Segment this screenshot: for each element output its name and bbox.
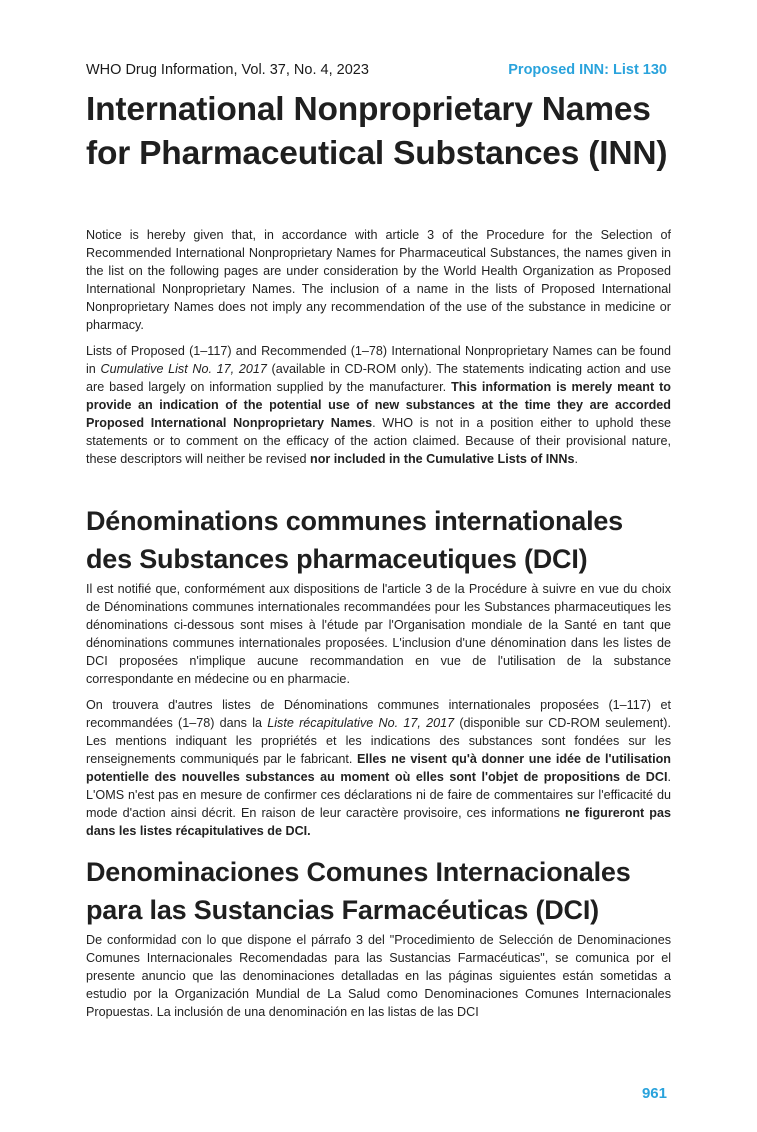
text-run: . WHO is not in a position either to uphold these statements or to comment on the efficacy of the action claimed. Because of their provisional nature, these descriptors will neither be revised <box>86 416 671 466</box>
text-run: On trouvera d'autres listes de Dénominations communes internationales proposées (1–117) et recommandées (1–78) dans la <box>86 698 671 730</box>
french-paragraph-1: Il est notifié que, conformément aux dispositions de l'article 3 de la Procédure à suivre en vue du choix de Dénominations communes internationales recommandées pour les Substances pharmaceutiques les dénominations ci-dessous sont mises à l'étude par l'Organisation mondiale de la Santé en tant que dénominations communes internationales proposées. L'inclusion d'une dénomination dans les listes de DCI proposées n'implique aucune recommandation en vue de l'utilisation de la substance correspondante en médecine ou en pharmacie. <box>86 582 671 686</box>
english-paragraph-2 <box>86 342 671 468</box>
emphasis-text: nor included in the Cumulative Lists of INNs <box>310 452 575 466</box>
text-run: . <box>574 452 578 466</box>
spanish-section <box>86 853 671 1021</box>
english-title: International Nonproprietary Names for Pharmaceutical Substances (INN) <box>86 91 668 172</box>
journal-citation: WHO Drug Information, Vol. 37, No. 4, 2023 <box>86 62 369 78</box>
spanish-paragraph-1: De conformidad con lo que dispone el párrafo 3 del "Procedimiento de Selección de Denominaciones Comunes Internacionales Recomendadas para las Sustancias Farmacéuticas", se comunica por el presente anuncio que las denominaciones detalladas en las páginas siguientes están sometidas a estudio por la Organización Mundial de La Salud como Denominaciones Comunes Internacionales Propuestas. La inclusión de una denominación en las listas de las DCI <box>86 933 671 1019</box>
text-run: . L'OMS n'est pas en mesure de confirmer ces déclarations ni de faire de commentaires sur l'efficacité du mode d'action ainsi décrit. En raison de leur caractère provisoire, ces informations <box>86 770 671 820</box>
running-header <box>86 62 671 82</box>
list-reference: Cumulative List No. 17, 2017 <box>100 362 267 376</box>
list-reference: Liste récapitulative No. 17, 2017 <box>267 716 455 730</box>
emphasis-text: This information is merely meant to provide an indication of the potential use of new substances at the time they are accorded Proposed International Nonproprietary Names <box>86 380 671 430</box>
english-section <box>86 226 671 468</box>
list-label: Proposed INN: List 130 <box>508 62 667 78</box>
spanish-title: Denominaciones Comunes Internacionales para las Sustancias Farmacéuticas (DCI) <box>86 857 631 925</box>
french-paragraph-2 <box>86 696 671 840</box>
text-run: (available in CD-ROM only). The statements indicating action and use are based largely on information supplied by the manufacturer. <box>86 362 671 394</box>
emphasis-text: ne figureront pas dans les listes récapitulatives de DCI. <box>86 806 671 838</box>
english-paragraph-1: Notice is hereby given that, in accordance with article 3 of the Procedure for the Selection of Recommended International Nonproprietary Names for Pharmaceutical Substances, the names given in the list on the following pages are under consideration by the World Health Organization as Proposed International Nonproprietary Names. The inclusion of a name in the lists of Proposed International Nonproprietary Names does not imply any recommendation of the use of the substance in medicine or pharmacy. <box>86 228 671 332</box>
text-run: Lists of Proposed (1–117) and Recommended (1–78) International Nonproprietary Names can be found in <box>86 344 671 376</box>
document-page <box>86 0 671 1132</box>
french-title: Dénominations communes internationales des Substances pharmaceutiques (DCI) <box>86 506 624 574</box>
text-run: (disponible sur CD-ROM seulement). Les mentions indiquant les propriétés et les indications des substances sont fondées sur les renseignements communiqués par le fabricant. <box>86 716 671 766</box>
page-number: 961 <box>641 1085 667 1102</box>
french-section <box>86 502 671 840</box>
emphasis-text: Elles ne visent qu'à donner une idée de l'utilisation potentielle des nouvelles substances au moment où elles sont l'objet de propositions de DCI <box>86 752 671 784</box>
